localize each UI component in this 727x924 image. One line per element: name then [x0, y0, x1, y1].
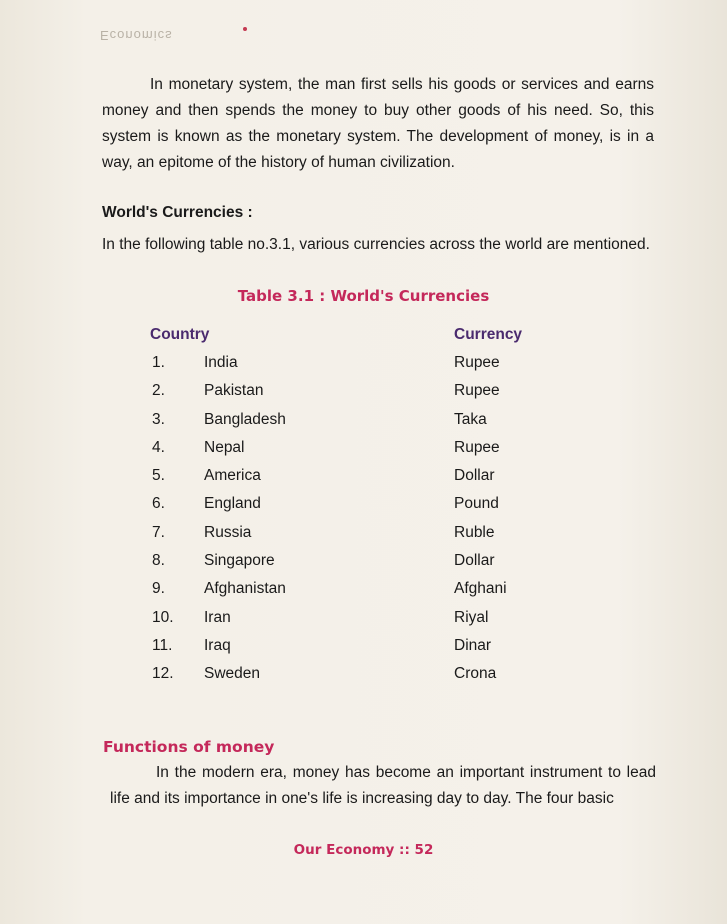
row-currency: Taka [454, 410, 487, 428]
table-row [0, 467, 727, 495]
row-number: 5. [152, 467, 165, 485]
functions-heading: Functions of money [103, 738, 275, 756]
row-number: 11. [152, 636, 173, 654]
row-country: Pakistan [204, 382, 264, 400]
row-country: Iran [204, 608, 231, 626]
row-country: Iraq [204, 636, 231, 654]
table-title: Table 3.1 : World's Currencies [237, 287, 490, 305]
row-country: America [204, 467, 261, 485]
row-currency: Afghani [454, 580, 507, 598]
row-number: 4. [152, 438, 165, 456]
row-currency: Rupee [454, 354, 500, 371]
row-number: 12. [152, 665, 174, 683]
row-country: England [204, 495, 261, 513]
row-currency: Riyal [454, 608, 489, 626]
row-currency: Pound [454, 495, 499, 513]
row-currency: Ruble [454, 523, 495, 541]
table-row [0, 382, 727, 410]
page-footer: Our Economy :: 52 [293, 842, 434, 858]
world-currencies-heading: World's Currencies : [102, 204, 253, 221]
row-country: Bangladesh [204, 410, 286, 428]
table-row [0, 552, 727, 580]
column-header-country: Country [150, 326, 210, 343]
row-number: 10. [152, 608, 174, 626]
row-number: 9. [152, 580, 165, 598]
table-row [0, 637, 727, 665]
row-number: 3. [152, 410, 165, 428]
world-currencies-paragraph: In the following table no.3.1, various currencies across the world are mentioned. [102, 236, 650, 253]
intro-paragraph: In monetary system, the man first sells his goods or services and earns money and then spends the money to buy other goods of his need. So, this system is known as the monetary system. The development of money, is in a way, an epitome of the history of human civilization. [102, 76, 654, 171]
row-country: Nepal [204, 438, 245, 456]
row-currency: Dinar [454, 636, 492, 654]
table-row [0, 411, 727, 439]
column-header-currency: Currency [454, 326, 523, 343]
table-row [0, 354, 727, 382]
row-country: India [204, 354, 238, 371]
row-number: 1. [152, 354, 165, 371]
row-country: Russia [204, 523, 252, 541]
table-row [0, 665, 727, 693]
row-number: 7. [152, 523, 165, 541]
row-number: 2. [152, 382, 165, 400]
row-currency: Dollar [454, 552, 495, 570]
table-row [0, 609, 727, 637]
row-country: Sweden [204, 665, 261, 683]
row-currency: Rupee [454, 382, 500, 400]
table-row [0, 495, 727, 523]
table-row [0, 524, 727, 552]
table-row [0, 580, 727, 608]
running-head: Economics [100, 28, 173, 43]
row-currency: Dollar [454, 467, 495, 485]
ink-mark [243, 27, 247, 31]
table-row [0, 439, 727, 467]
row-currency: Crona [454, 665, 497, 683]
currency-table [0, 354, 727, 694]
row-number: 8. [152, 552, 165, 570]
functions-paragraph: In the modern era, money has become an important instrument to lead life and its importance in one's life is increasing day to day. The four basic [110, 764, 656, 807]
row-currency: Rupee [454, 438, 500, 456]
row-country: Afghanistan [204, 580, 286, 598]
row-country: Singapore [204, 552, 275, 570]
row-number: 6. [152, 495, 165, 513]
